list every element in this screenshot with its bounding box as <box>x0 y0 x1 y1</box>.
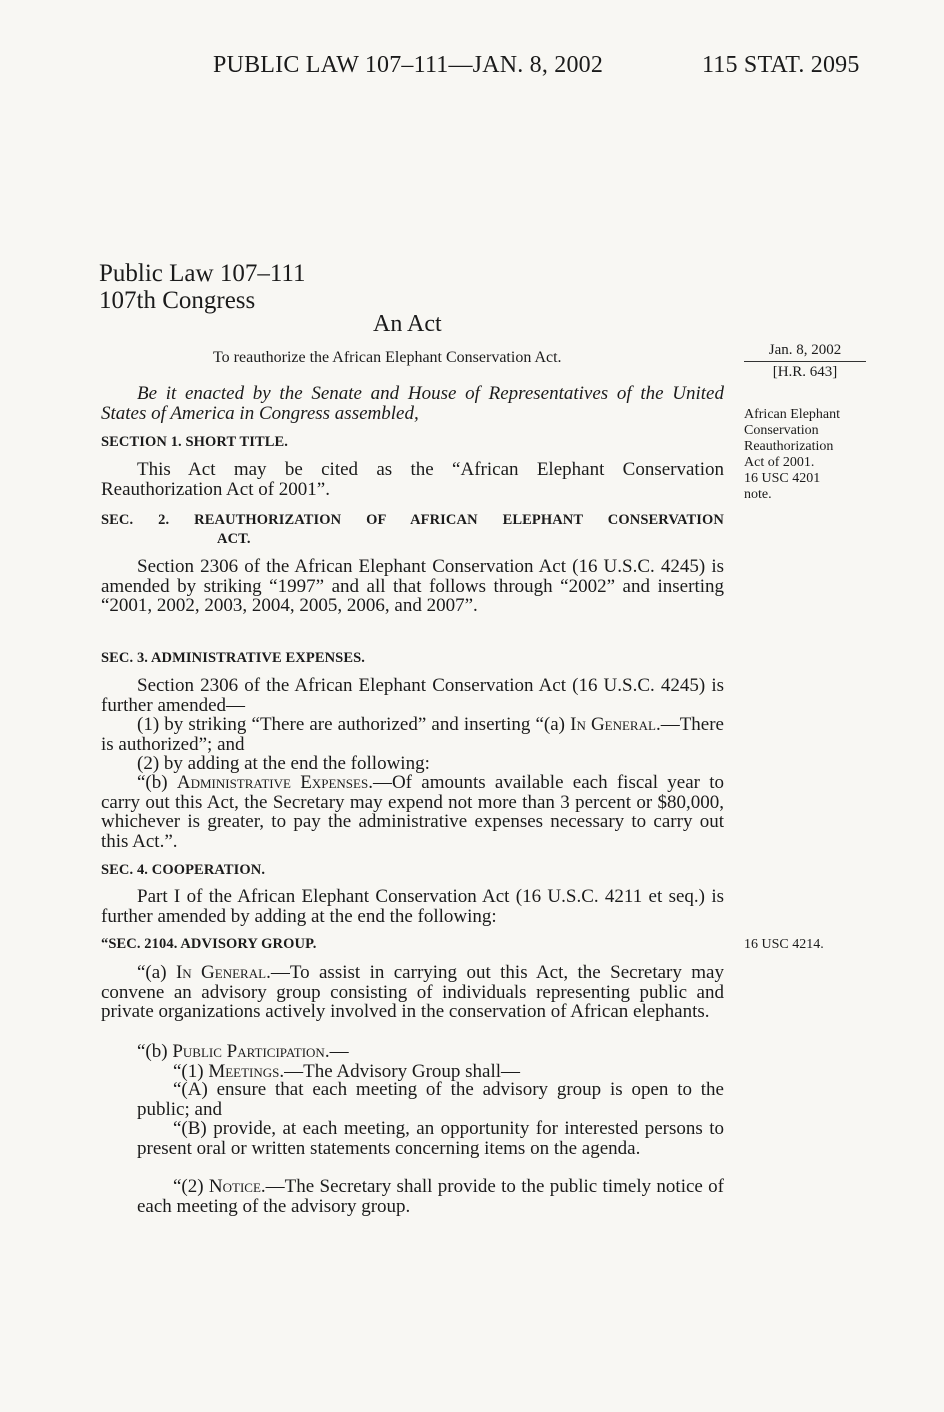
section-1-heading: SECTION 1. SHORT TITLE. <box>101 434 289 450</box>
margin-bill-number: [H.R. 643] <box>772 364 838 380</box>
subparagraph-a: “(A) ensure that each meeting of the advisory group is open to the public; and <box>137 1079 724 1120</box>
public-law-number: Public Law 107–111 <box>99 260 306 287</box>
section-3-item-1 <box>101 715 724 754</box>
margin-note-line: note. <box>744 487 772 502</box>
paragraph-2-notice <box>137 1177 724 1216</box>
para-2-text: .—The Secretary shall provide to the public timely notice of each meeting of the advisory group. <box>137 1176 724 1217</box>
section-1-text: This Act may be cited as the “African Elephant Conservation Reauthorization Act of 2001”. <box>101 459 724 500</box>
section-2104-heading: “SEC. 2104. ADVISORY GROUP. <box>101 936 317 952</box>
margin-note-short-title <box>744 407 874 503</box>
section-4-heading: SEC. 4. COOPERATION. <box>101 862 266 878</box>
sub-b-close: .— <box>324 1041 349 1062</box>
section-2-text: Section 2306 of the African Elephant Conservation Act (16 U.S.C. 4245) is amended by striking “1997” and all that follows through “2002” and inserting “2001, 2002, 2003, 2004, 2005, 2006, and 2007”. <box>101 556 724 616</box>
margin-note-usc-4214: 16 USC 4214. <box>744 937 824 952</box>
an-act-title: An Act <box>373 311 442 337</box>
item-1-text-a: (1) by striking “There are authorized” and inserting “(a) <box>137 714 566 735</box>
section-3-text: Section 2306 of the African Elephant Conservation Act (16 U.S.C. 4245) is further amended— <box>101 675 724 716</box>
margin-rule <box>744 361 866 362</box>
section-3-item-2: (2) by adding at the end the following: <box>137 753 430 774</box>
running-header-page: 115 STAT. 2095 <box>702 52 860 78</box>
enacting-clause: Be it enacted by the Senate and House of Representatives of the United States of America in Congress assembled, <box>101 383 724 424</box>
section-2104-subsection-b <box>137 1041 349 1063</box>
item-1-small-caps: In General <box>570 714 656 735</box>
sub-a-small-caps: In General <box>175 962 267 983</box>
congress-number: 107th Congress <box>99 287 256 314</box>
sub-b-open: “(b) <box>137 772 177 793</box>
margin-date: Jan. 8, 2002 <box>768 342 842 358</box>
sub-a-open: “(a) <box>137 962 176 983</box>
para-1-small-caps: Meetings <box>208 1061 280 1082</box>
para-2-small-caps: Notice <box>208 1176 261 1197</box>
margin-note-line: Reauthorization <box>744 439 834 454</box>
section-3-heading: SEC. 3. ADMINISTRATIVE EXPENSES. <box>101 650 365 666</box>
running-header-law: PUBLIC LAW 107–111—JAN. 8, 2002 <box>213 52 604 78</box>
section-3-subsection-b <box>101 773 724 851</box>
para-1-text: .—The Advisory Group shall— <box>279 1061 521 1082</box>
sub-b-open: “(b) <box>137 1041 173 1062</box>
sub-a-text: .—To assist in carrying out this Act, the Secretary may convene an advisory group consisting of individuals representing public and private organizations actively involved in the conservation of African elephants. <box>101 962 724 1022</box>
margin-note-line: Conservation <box>744 423 819 438</box>
item-1-text-b: .—There is authorized”; and <box>101 714 724 755</box>
section-2104-subsection-a <box>101 963 724 1022</box>
para-1-open: “(1) <box>173 1061 209 1082</box>
section-2-heading: SEC. 2. REAUTHORIZATION OF AFRICAN ELEPHANT CONSERVATION <box>101 512 724 528</box>
margin-note-line: 16 USC 4201 <box>744 471 821 486</box>
sub-b-text: .—Of amounts available each fiscal year to carry out this Act, the Secretary may expend not more than 3 percent or $80,000, whichever is greater, to pay the administrative expenses necessary to carry out this Act.”. <box>101 772 725 852</box>
section-4-text: Part I of the African Elephant Conservation Act (16 U.S.C. 4211 et seq.) is further amended by adding at the end the following: <box>101 886 724 927</box>
section-2-heading-cont: ACT. <box>217 531 251 547</box>
act-purpose: To reauthorize the African Elephant Conservation Act. <box>213 349 562 366</box>
margin-note-line: Act of 2001. <box>744 455 815 470</box>
sub-b-small-caps: Administrative Expenses <box>176 772 369 793</box>
subparagraph-b: “(B) provide, at each meeting, an opportunity for interested persons to present oral or written statements concerning items on the agenda. <box>137 1118 724 1159</box>
para-2-open: “(2) <box>173 1176 209 1197</box>
sub-b-small-caps: Public Participation <box>172 1041 325 1062</box>
margin-note-line: African Elephant <box>744 407 841 422</box>
